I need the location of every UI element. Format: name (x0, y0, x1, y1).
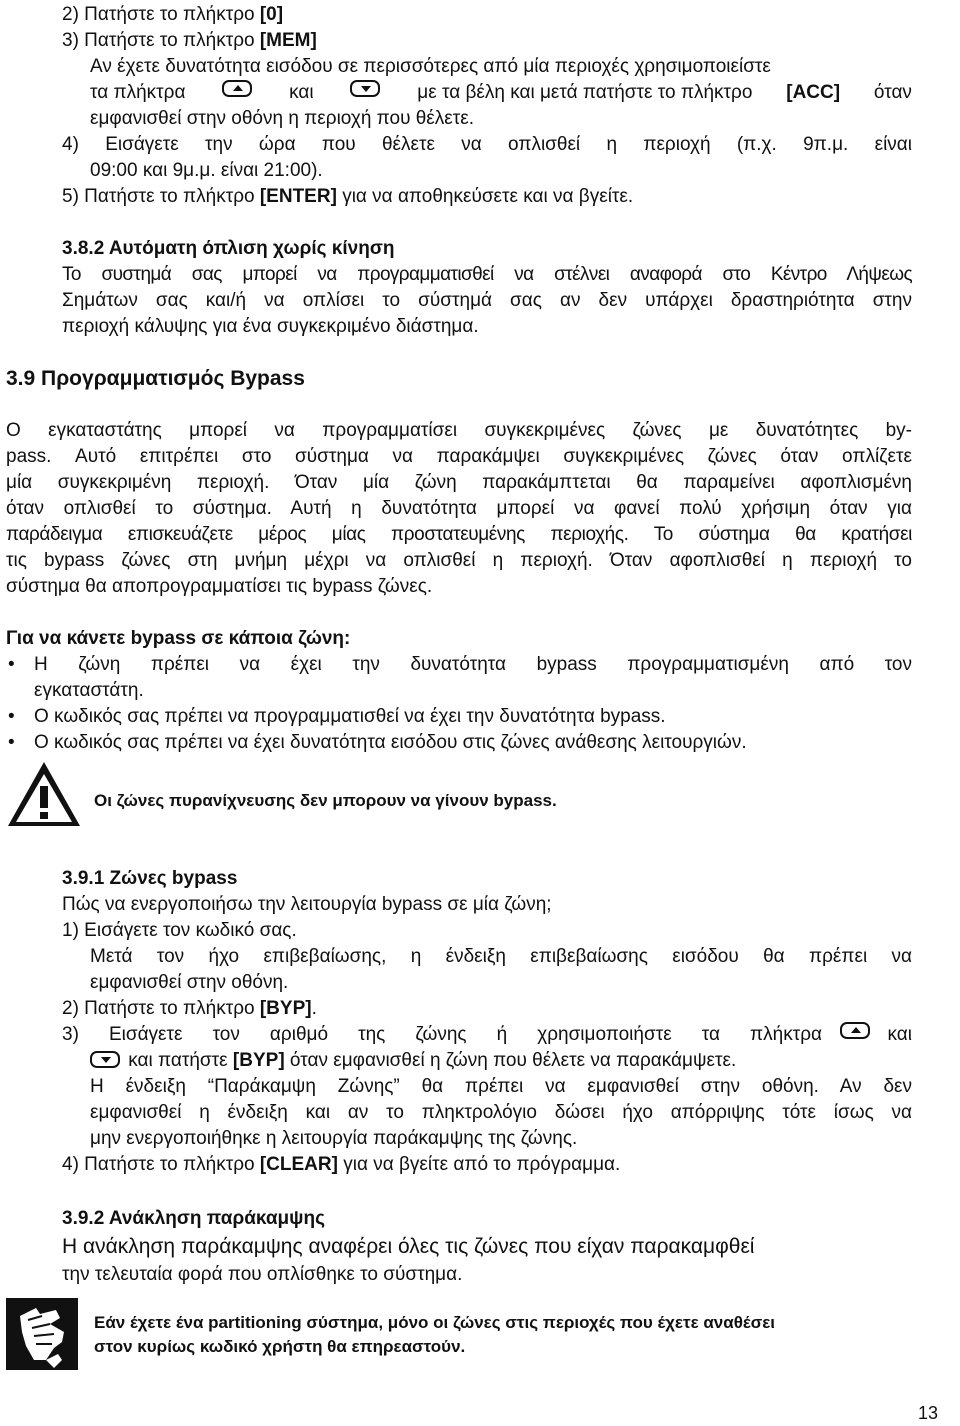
paragraph-line: Η ανάκληση παράκαμψης αναφέρει όλες τις ζώνες που είχαν παρακαμφθεί (62, 1235, 755, 1258)
paragraph-line: εμφανισθεί στην οθόνη η περιοχή που θέλετε. (90, 108, 474, 129)
paragraph-line: Αν έχετε δυνατότητα εισόδου σε περισσότερες από μία περιοχές χρησιμοποιείστε (90, 56, 771, 77)
paragraph-line: περιοχή κάλυψης για ένα συγκεκριμένο διάστημα. (62, 316, 479, 337)
paragraph-line: Μετά τον ήχο επιβεβαίωσης, η ένδειξη επιβεβαίωσης εισόδου θα πρέπει να (90, 946, 912, 967)
bullet-icon: • (8, 706, 15, 727)
section-heading-3-9: 3.9 Προγραμματισμός Bypass (6, 367, 305, 390)
section-heading-3-8-2: 3.8.2 Αυτόματη όπλιση χωρίς κίνηση (62, 238, 395, 259)
list-item: Ο κωδικός σας πρέπει να προγραμματισθεί να έχει την δυνατότητα bypass. (34, 706, 666, 727)
paragraph-line: σύστημα θα αποπρογραμματίσει τις bypass ζώνες. (6, 576, 433, 597)
paragraph-line: όταν οπλισθεί το σύστημα. Αυτή η δυνατότητα μπορεί να φανεί πολύ χρήσιμη όταν για (6, 498, 912, 519)
bypass-subheading: Για να κάνετε bypass σε κάποια ζώνη: (6, 628, 351, 649)
pointing-hand-icon (6, 1298, 78, 1370)
step-1-line: 1) Εισάγετε τον κωδικό σας. (62, 920, 297, 941)
page-number: 13 (917, 1403, 938, 1423)
key-mem-label: [MEM] (259, 30, 317, 51)
paragraph-line: μην ενεργοποιήθηκε η λειτουργία παράκαμψης της ζώνης. (90, 1128, 578, 1149)
key-0-label: [0] (259, 4, 284, 25)
partition-note-line: στον κυρίως κωδικό χρήστη θα επηρεαστούν. (94, 1337, 466, 1356)
step-4-line-2: 09:00 και 9μ.μ. είναι 21:00). (90, 160, 323, 181)
paragraph-line: εμφανισθεί η ένδειξη και αν το πληκτρολόγιο δώσει ήχο απόρριψης τότε ίσως να (90, 1102, 912, 1123)
up-arrow-key-icon (840, 1022, 870, 1039)
list-item-continuation: εγκαταστάτη. (34, 680, 144, 701)
step-2-line: 2) Πατήστε το πλήκτρο [BYP]. (62, 998, 317, 1019)
paragraph-line: Το συστημά σας μπορεί να προγραμματισθεί να στέλνει αναφορά στο Κέντρο Λήψεως (62, 264, 912, 285)
list-item: Η ζώνη πρέπει να έχει την δυνατότητα bypass προγραμματισμένη από τον (34, 654, 912, 675)
paragraph-line: μία συγκεκριμένη περιοχή. Όταν μία ζώνη παρακάμπτεται θα παραμείνει αφοπλισμένη (6, 472, 912, 493)
section-heading-3-9-2: 3.9.2 Ανάκληση παράκαμψης (62, 1208, 325, 1229)
step-5-line: 5) Πατήστε το πλήκτρο [ENTER] για να αποθηκεύσετε και να βγείτε. (62, 186, 634, 207)
bullet-icon: • (8, 654, 15, 675)
paragraph-line: την τελευταία φορά που οπλίσθηκε το σύστημα. (62, 1264, 463, 1285)
paragraph-line: παράδειγμα επισκευάζετε μέρος μίας προστατευμένης περιοχής. Το σύστημα θα κρατήσει (6, 524, 912, 545)
warning-note: Οι ζώνες πυρανίχνευσης δεν μπορουν να γίνουν bypass. (94, 791, 557, 810)
section-heading-3-9-1: 3.9.1 Ζώνες bypass (62, 868, 238, 889)
bullet-icon: • (8, 732, 15, 753)
step-3-line: 3) Πατήστε το πλήκτρο [MEM] (62, 30, 317, 51)
paragraph-line: τις bypass ζώνες στη μνήμη μέχρι να οπλισθεί η περιοχή. Όταν αφοπλισθεί η περιοχή το (6, 550, 912, 571)
step-2-line: 2) Πατήστε το πλήκτρο [0] (62, 4, 284, 25)
warning-triangle-icon (6, 760, 82, 828)
step-4-line: 4) Εισάγετε την ώρα που θέλετε να οπλισθεί η περιοχή (π.χ. 9π.μ. είναι (62, 134, 912, 155)
down-arrow-key-icon (90, 1051, 120, 1068)
paragraph-line: pass. Αυτό επιτρέπει στο σύστημα να παρακάμψει συγκεκριμένες ζώνες όταν οπλίζετε (6, 446, 912, 467)
paragraph-line: Σημάτων σας και/ή να οπλίσει το σύστημά σας αν δεν υπάρχει δραστηριότητα στην (62, 290, 912, 311)
partition-note-line: Εάν έχετε ένα partitioning σύστημα, μόνο οι ζώνες στις περιοχές που έχετε αναθέσει (94, 1313, 775, 1332)
list-item: Ο κωδικός σας πρέπει να έχει δυνατότητα εισόδου στις ζώνες ανάθεσης λειτουργιών. (34, 732, 747, 753)
up-arrow-key-icon (222, 80, 252, 97)
step-3-line-2: και πατήστε [BYP] όταν εμφανισθεί η ζώνη που θέλετε να παρακάμψετε. (90, 1048, 736, 1074)
step-4-line: 4) Πατήστε το πλήκτρο [CLEAR] για να βγείτε από το πρόγραμμα. (62, 1154, 621, 1175)
down-arrow-key-icon (350, 80, 380, 97)
paragraph-line: εμφανισθεί στην οθόνη. (90, 972, 289, 993)
paragraph-line: Ο εγκαταστάτης μπορεί να προγραμματίσει συγκεκριμένες ζώνες με δυνατότητες by- (6, 420, 912, 441)
paragraph-line: τα πλήκτρα και με τα βέλη και μετά πατήστε το πλήκτρο [ACC] όταν (90, 82, 912, 103)
paragraph-line: Η ένδειξη “Παράκαμψη Ζώνης” θα πρέπει να εμφανισθεί στην οθόνη. Αν δεν (90, 1076, 912, 1097)
paragraph-line: Πώς να ενεργοποιήσω την λειτουργία bypass σε μία ζώνη; (62, 894, 552, 915)
step-3-line: 3) Εισάγετε τον αριθμό της ζώνης ή χρησιμοποιήστε τα πλήκτρα και (62, 1024, 912, 1045)
